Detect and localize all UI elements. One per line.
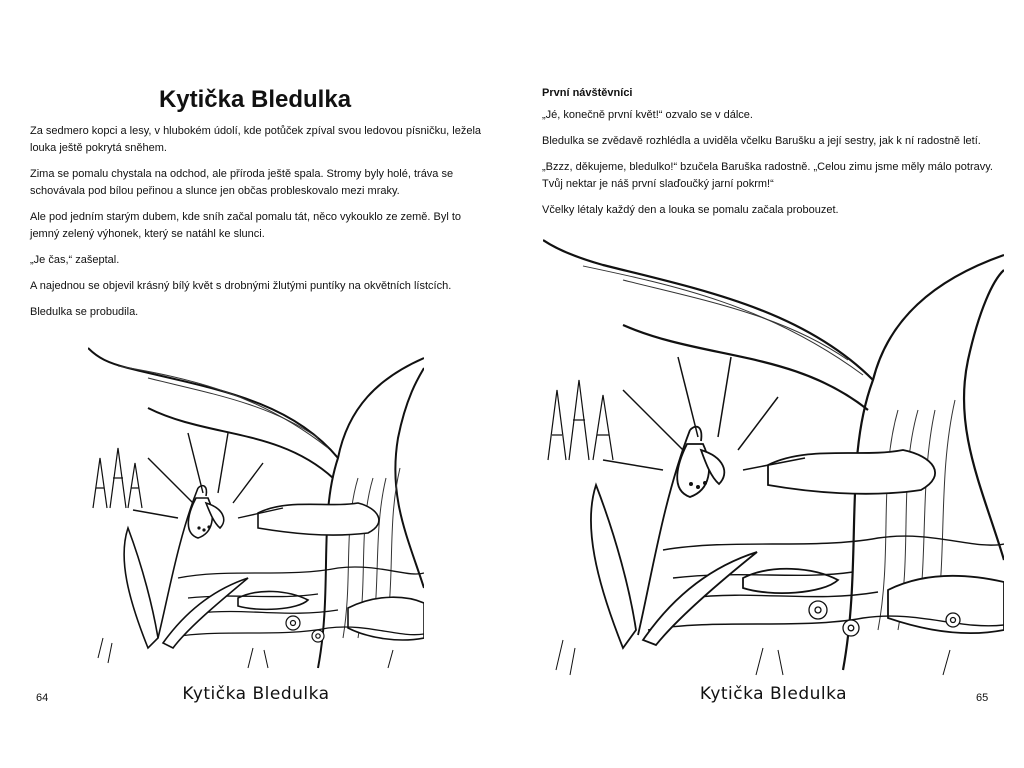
- paragraph: „Bzzz, děkujeme, bledulko!“ bzučela Baruška radostně. „Celou zimu jsme měly málo potravy. Tvůj nektar je náš první slaďoučký jarní pokrm!“: [542, 161, 993, 190]
- right-story-text: [542, 107, 997, 228]
- right-page: [512, 0, 1024, 768]
- paragraph: Bledulka se probudila.: [30, 306, 139, 318]
- snowdrop-illustration: [543, 230, 1004, 681]
- paragraph: „Jé, konečně první květ!“ ozvalo se v dálce.: [542, 109, 753, 121]
- snowdrop-illustration: [88, 338, 424, 673]
- paragraph: „Je čas,“ zašeptal.: [30, 254, 120, 266]
- story-title: Kytička Bledulka: [158, 86, 352, 113]
- coloring-page-drawing: [543, 230, 1004, 681]
- paragraph: Za sedmero kopci a lesy, v hlubokém údolí, kde potůček zpíval svou ledovou písničku, ležela louka ještě pokrytá sněhem.: [30, 125, 482, 154]
- paragraph: Bledulka se zvědavě rozhlédla a uviděla včelku Barušku a její sestry, jak k ní radostně letí.: [542, 135, 981, 147]
- paragraph: A najednou se objevil krásný bílý květ s drobnými žlutými puntíky na okvětních lístcích.: [30, 280, 452, 292]
- coloring-page-drawing: [88, 338, 424, 673]
- illustration-caption: Kytička Bledulka: [699, 684, 848, 704]
- illustration-caption: Kytička Bledulka: [182, 684, 330, 704]
- paragraph: Včelky létaly každý den a louka se pomalu začala probouzet.: [542, 204, 839, 216]
- paragraph: Zima se pomalu chystala na odchod, ale příroda ještě spala. Stromy byly holé, tráva se schovávala pod bílou peřinou a slunce jen občas probleskovalo mezi mraky.: [30, 168, 454, 197]
- page-number: 65: [976, 692, 989, 704]
- section-title: První návštěvníci: [542, 87, 633, 99]
- page-number: 64: [36, 692, 49, 704]
- left-story-text: [30, 123, 485, 330]
- paragraph: Ale pod jedním starým dubem, kde sníh začal pomalu tát, něco vykouklo ze země. Byl to jemný zelený výhonek, který se natáhl ke slunci.: [30, 211, 462, 240]
